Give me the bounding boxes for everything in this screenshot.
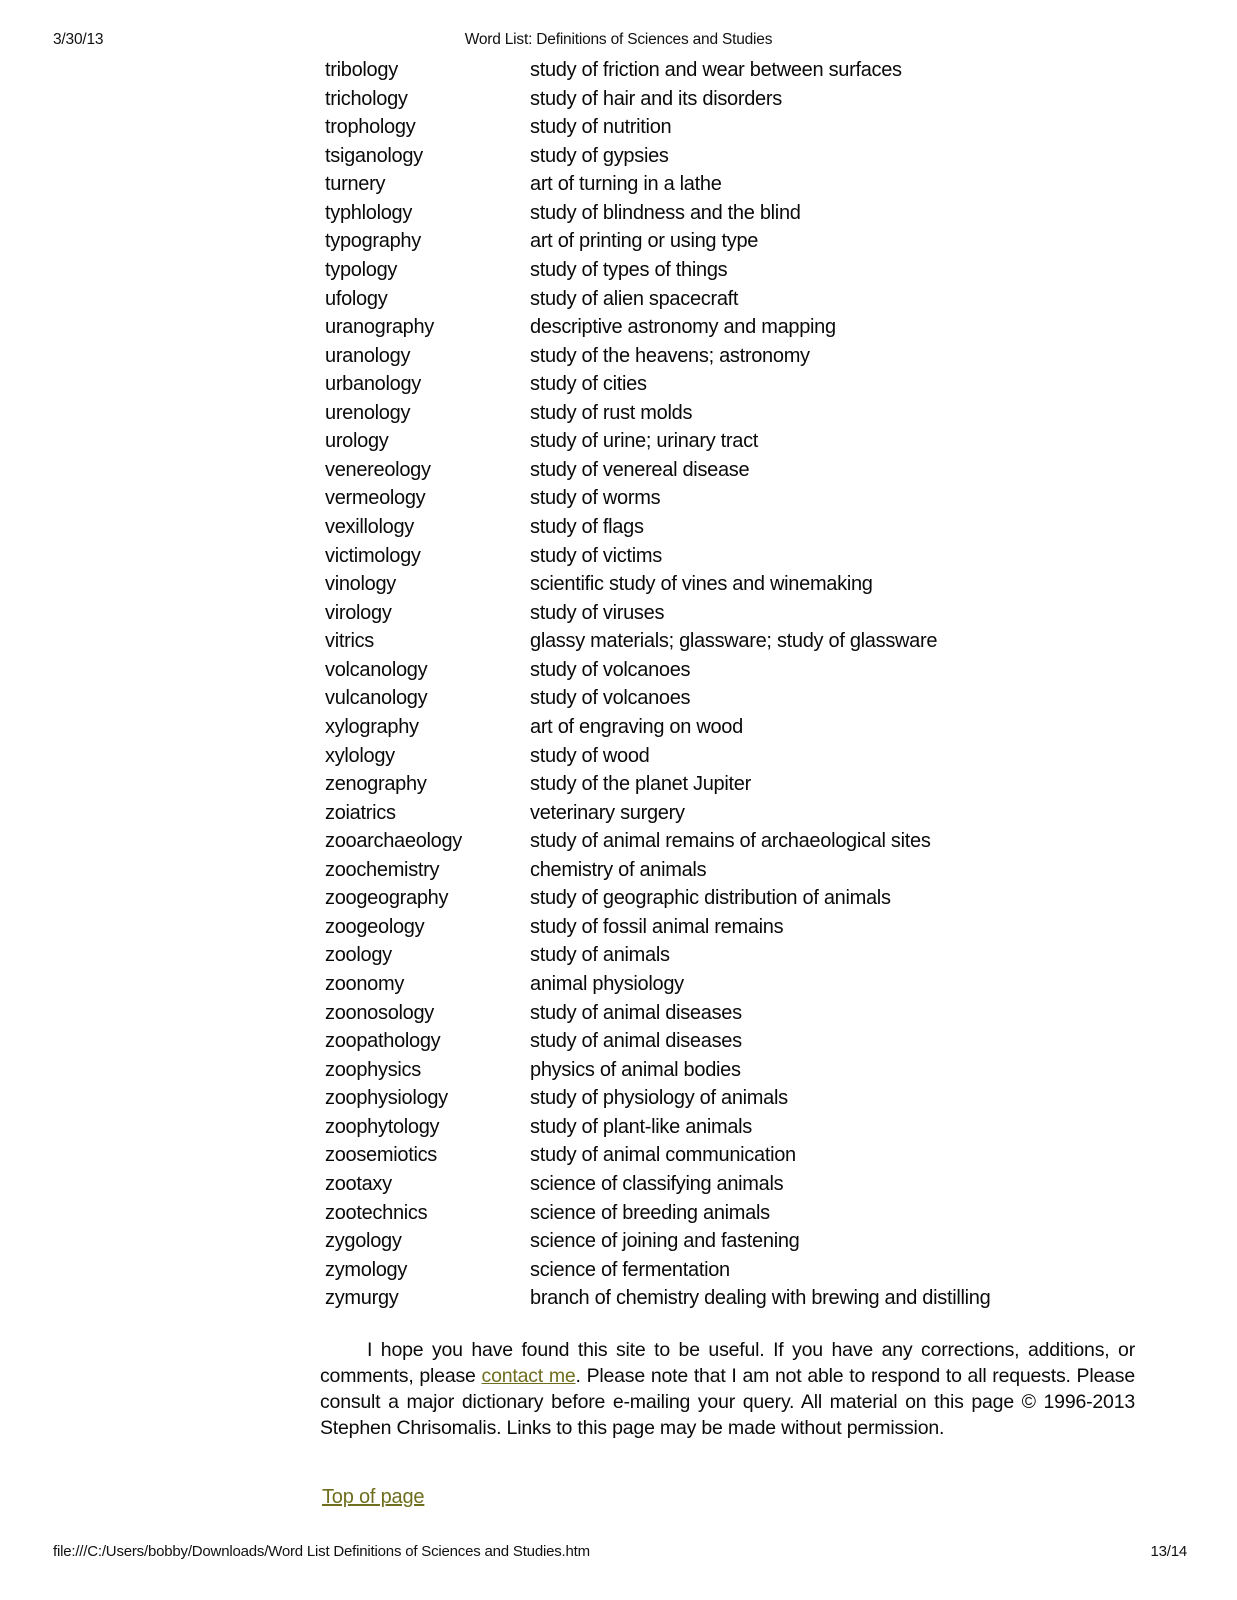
- definition: study of geographic distribution of animals: [530, 887, 891, 910]
- term: ufology: [325, 287, 388, 310]
- definition: branch of chemistry dealing with brewing and distilling: [530, 1287, 991, 1310]
- word-list-row: [325, 1227, 1197, 1256]
- word-list-row: [325, 1284, 1197, 1313]
- footer-page-number: 13/14: [1150, 1543, 1187, 1560]
- definition: art of engraving on wood: [530, 715, 743, 738]
- word-list-row: [325, 313, 1197, 342]
- word-list-row: [325, 199, 1197, 228]
- definition: study of the planet Jupiter: [530, 773, 751, 796]
- term: zoogeography: [325, 887, 449, 910]
- term: urenology: [325, 401, 411, 424]
- header-date: 3/30/13: [53, 31, 104, 48]
- word-list-row: [325, 799, 1197, 828]
- word-list-row: [325, 770, 1197, 799]
- word-list-row: [325, 1084, 1197, 1113]
- term: turnery: [325, 173, 386, 196]
- term: zoogeology: [325, 915, 425, 938]
- word-list-row: [325, 56, 1197, 85]
- definition: study of viruses: [530, 601, 665, 624]
- contact-me-link[interactable]: contact me: [481, 1365, 576, 1387]
- definition: veterinary surgery: [530, 801, 685, 824]
- term: zenography: [325, 773, 427, 796]
- word-list-row: [325, 627, 1197, 656]
- word-list-row: [325, 227, 1197, 256]
- term: xylology: [325, 744, 395, 767]
- word-list-row: [325, 742, 1197, 771]
- definition: study of cities: [530, 373, 647, 396]
- definition: study of volcanoes: [530, 687, 691, 710]
- word-list: [325, 56, 1197, 1313]
- definition: descriptive astronomy and mapping: [530, 316, 836, 339]
- term: zoonosology: [325, 1001, 435, 1024]
- word-list-row: [325, 370, 1197, 399]
- term: victimology: [325, 544, 421, 567]
- word-list-row: [325, 684, 1197, 713]
- term: zymurgy: [325, 1287, 399, 1310]
- definition: study of rust molds: [530, 401, 693, 424]
- word-list-row: [325, 999, 1197, 1028]
- definition: study of animal diseases: [530, 1030, 742, 1053]
- term: uranology: [325, 344, 411, 367]
- term: venereology: [325, 458, 431, 481]
- word-list-row: [325, 427, 1197, 456]
- word-list-row: [325, 170, 1197, 199]
- definition: study of animal remains of archaeological sites: [530, 830, 931, 853]
- word-list-row: [325, 1056, 1197, 1085]
- word-list-row: [325, 970, 1197, 999]
- term: zoiatrics: [325, 801, 396, 824]
- term: vitrics: [325, 630, 375, 653]
- term: xylography: [325, 715, 419, 738]
- term: vermeology: [325, 487, 426, 510]
- term: zoophysiology: [325, 1087, 448, 1110]
- term: zoophytology: [325, 1115, 440, 1138]
- closing-text-after: . Please note that I am not able to respond to all requests. Please consult a major dictionary before e-mailing your query. All material on this page © 1996-2013 Stephen Chrisomalis. Links to this page may be made without permission.: [320, 1365, 1135, 1439]
- definition: study of nutrition: [530, 116, 672, 139]
- term: trichology: [325, 87, 408, 110]
- definition: science of fermentation: [530, 1258, 730, 1281]
- word-list-row: [325, 484, 1197, 513]
- term: typography: [325, 230, 421, 253]
- term: vinology: [325, 573, 396, 596]
- definition: science of classifying animals: [530, 1172, 784, 1195]
- term: zoopathology: [325, 1030, 441, 1053]
- definition: scientific study of vines and winemaking: [530, 573, 873, 596]
- word-list-row: [325, 113, 1197, 142]
- closing-text-before: I hope you have found this site to be useful. If you have any corrections, additions, or comments, please: [320, 1339, 1135, 1387]
- word-list-row: [325, 342, 1197, 371]
- definition: study of animals: [530, 944, 670, 967]
- word-list-row: [325, 542, 1197, 571]
- word-list-row: [325, 913, 1197, 942]
- definition: study of worms: [530, 487, 661, 510]
- term: typology: [325, 258, 398, 281]
- definition: study of physiology of animals: [530, 1087, 788, 1110]
- word-list-row: [325, 399, 1197, 428]
- term: volcanology: [325, 658, 428, 681]
- term: zoosemiotics: [325, 1144, 437, 1167]
- header-title: Word List: Definitions of Sciences and Studies: [464, 31, 773, 48]
- top-of-page-link[interactable]: Top of page: [322, 1486, 425, 1508]
- word-list-row: [325, 1256, 1197, 1285]
- term: zygology: [325, 1230, 402, 1253]
- definition: study of fossil animal remains: [530, 915, 784, 938]
- term: zootaxy: [325, 1172, 392, 1195]
- definition: physics of animal bodies: [530, 1058, 741, 1081]
- term: urbanology: [325, 373, 421, 396]
- definition: art of turning in a lathe: [530, 173, 722, 196]
- term: zoonomy: [325, 973, 405, 995]
- word-list-row: [325, 85, 1197, 114]
- word-list-row: [325, 599, 1197, 628]
- definition: study of friction and wear between surfaces: [530, 59, 902, 81]
- definition: study of blindness and the blind: [530, 201, 801, 224]
- definition: study of flags: [530, 516, 644, 538]
- word-list-row: [325, 941, 1197, 970]
- word-list-row: [325, 713, 1197, 742]
- word-list-row: [325, 1141, 1197, 1170]
- definition: study of wood: [530, 744, 650, 767]
- definition: art of printing or using type: [530, 230, 759, 253]
- definition: study of gypsies: [530, 144, 669, 167]
- word-list-row: [325, 856, 1197, 885]
- footer-file-path: file:///C:/Users/bobby/Downloads/Word List Definitions of Sciences and Studies.htm: [53, 1543, 590, 1560]
- word-list-row: [325, 656, 1197, 685]
- word-list-row: [325, 884, 1197, 913]
- term: zootechnics: [325, 1201, 428, 1224]
- term: trophology: [325, 116, 416, 139]
- word-list-row: [325, 1027, 1197, 1056]
- term: zooarchaeology: [325, 830, 463, 853]
- definition: science of joining and fastening: [530, 1230, 800, 1253]
- term: uranography: [325, 316, 435, 339]
- term: typhlology: [325, 201, 413, 224]
- term: tribology: [325, 59, 398, 81]
- definition: study of victims: [530, 544, 662, 567]
- word-list-row: [325, 827, 1197, 856]
- word-list-row: [325, 456, 1197, 485]
- page-header: [0, 31, 1237, 51]
- word-list-row: [325, 142, 1197, 171]
- term: vexillology: [325, 516, 414, 538]
- definition: glassy materials; glassware; study of glassware: [530, 630, 938, 653]
- word-list-row: [325, 1113, 1197, 1142]
- definition: study of the heavens; astronomy: [530, 344, 810, 367]
- definition: science of breeding animals: [530, 1201, 770, 1224]
- word-list-row: [325, 1199, 1197, 1228]
- term: zoophysics: [325, 1058, 421, 1081]
- definition: study of venereal disease: [530, 458, 750, 481]
- term: zymology: [325, 1258, 408, 1281]
- definition: study of animal diseases: [530, 1001, 742, 1024]
- term: virology: [325, 601, 392, 624]
- term: vulcanology: [325, 687, 428, 710]
- term: tsiganology: [325, 144, 423, 167]
- definition: study of volcanoes: [530, 658, 691, 681]
- definition: study of urine; urinary tract: [530, 430, 759, 453]
- term: urology: [325, 430, 389, 453]
- definition: study of hair and its disorders: [530, 87, 782, 110]
- definition: chemistry of animals: [530, 858, 707, 881]
- word-list-row: [325, 1170, 1197, 1199]
- definition: study of types of things: [530, 258, 728, 281]
- word-list-row: [325, 285, 1197, 314]
- definition: study of plant-like animals: [530, 1115, 753, 1138]
- term: zoochemistry: [325, 858, 440, 881]
- definition: study of alien spacecraft: [530, 287, 739, 310]
- word-list-row: [325, 570, 1197, 599]
- word-list-row: [325, 513, 1197, 542]
- closing-paragraph: [320, 1337, 1135, 1441]
- word-list-row: [325, 256, 1197, 285]
- term: zoology: [325, 944, 392, 967]
- definition: study of animal communication: [530, 1144, 796, 1167]
- definition: animal physiology: [530, 973, 684, 995]
